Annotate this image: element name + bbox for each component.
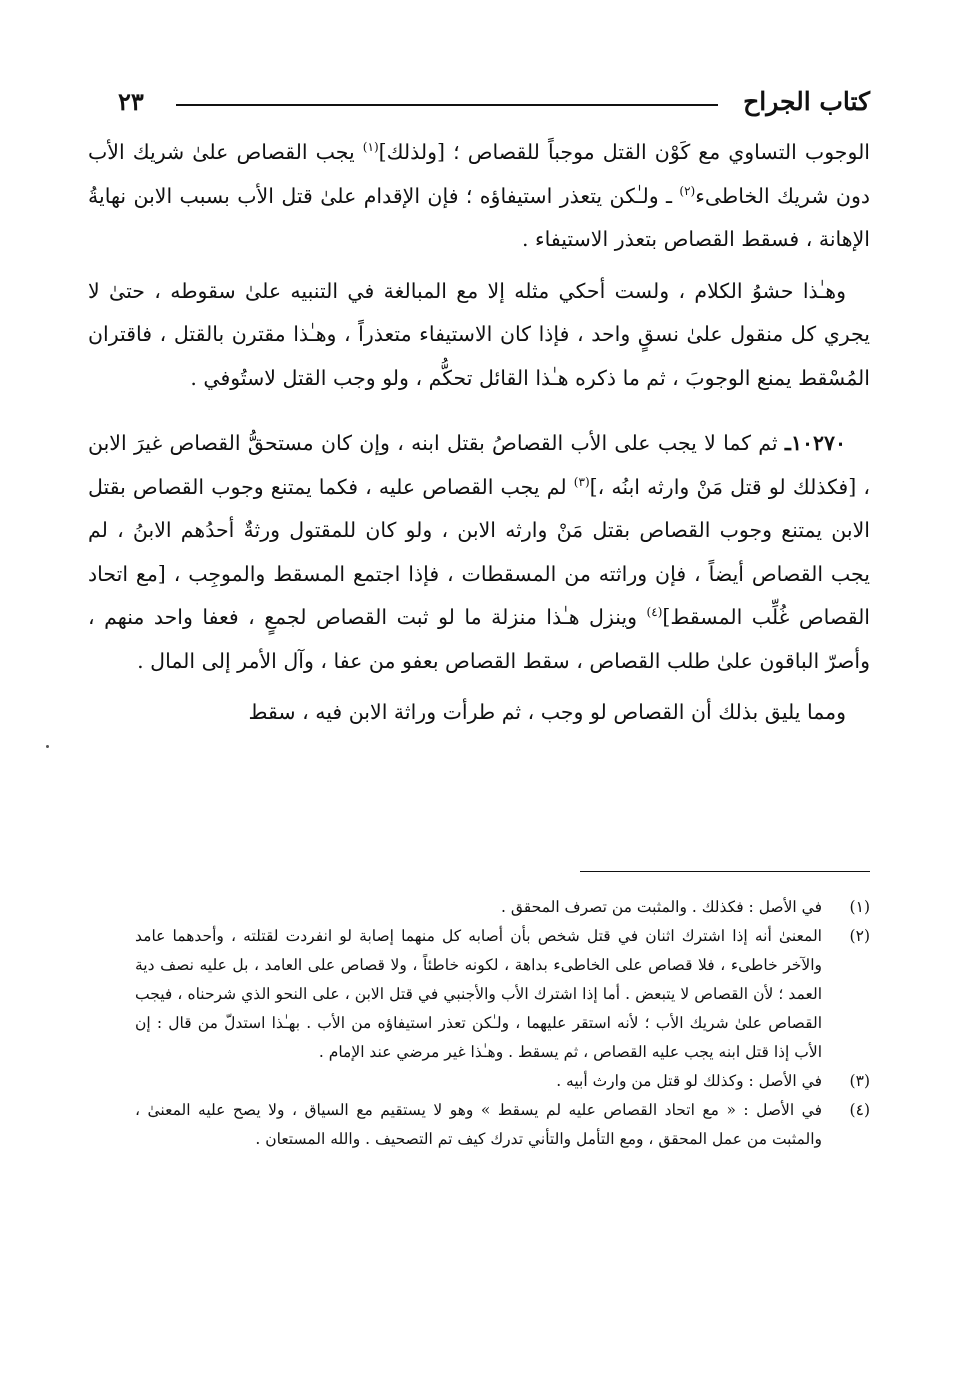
paragraph: ومما يليق بذلك أن القصاص لو وجب ، ثم طرأت وراثة الابن فيه ، سقط — [248, 700, 846, 724]
book-title: كتاب الجراح — [743, 87, 870, 116]
footnote-text: المعنىٰ أنه إذا اشترك اثنان في قتل شخص بأن أصابه كل منهما إصابة لو انفردت لقتلته ، وأحدهما عامد والآخر خاطىء ، فلا قصاص على الخاطىء بداهة ، لكونه خاطئاً ، ولا قصاص على العامد ، بل عليه نصف دية العمد ؛ لأن القصاص لا يتبعض . أما إذا اشترك الأب والأجنبي في قتل الابن ، على النحو الذي شرحناه ، فيجب القصاص علىٰ شريك الأب ؛ لأنه استقر عليهما ، ولـٰكن تعذر استيفاؤه من الأب . بهـٰذا استدلّ من قال : إن الأب إذا قتل ابنه يجب عليه القصاص ، ثم يسقط . وهـٰذا غير مرضي عند الإمام . — [135, 927, 822, 1061]
paragraph-continuation — [88, 131, 870, 262]
footnotes — [135, 893, 870, 1154]
footnote-text: في الأصل : فكذلك . والمثبت من تصرف المحقق . — [501, 898, 822, 916]
paragraph-text: الوجوب التساوي مع كَوْن القتل موجباً للقصاص ؛ [ولذلك] — [378, 140, 871, 164]
main-text — [88, 131, 870, 735]
footnote-separator — [580, 871, 870, 872]
paragraph-text: يجب القصاص علىٰ شريك الأب دون شريك الخاطىء — [88, 140, 870, 208]
header-rule — [176, 104, 718, 106]
paragraph-text: ثم كما لا يجب على الأب القصاصُ بقتل ابنه ، وإن كان مستحقُّ القصاص غيرَ الابن ، [فكذلك لو قتل مَنْ وارثه ابنُه ،] — [88, 431, 870, 499]
footnote-reference: (٤) — [646, 605, 663, 620]
footnote-number: (٢) — [849, 927, 870, 945]
paragraph-text: وينزل هـٰذا منزلة ما لو ثبت القصاص لجمعٍ ، فعفا واحد منهم ، وأصرّ الباقون علىٰ طلب القصاص ، سقط القصاص بعفو من عفا ، وآل الأمر إلى المال . — [88, 605, 870, 673]
footnote-reference: (٢) — [679, 183, 696, 198]
paragraph-text: ـ ولـٰكن يتعذر استيفاؤه ؛ فإن الإقدام علىٰ قتل الأب بسبب الابن نهايةُ الإهانة ، فسقط القصاص بتعذر الاستيفاء . — [88, 183, 870, 251]
footnote — [135, 1067, 870, 1096]
footnote-reference: (٣) — [573, 474, 590, 489]
page-number: ٢٣ — [118, 87, 144, 116]
footnote-number: (٣) — [849, 1072, 870, 1090]
footnote-text: في الأصل : وكذلك لو قتل من وارث أبيه . — [556, 1072, 822, 1090]
paragraph-number: ١٠٢٧٠ـ — [784, 431, 846, 455]
scan-speck — [46, 745, 49, 748]
footnote — [135, 1096, 870, 1154]
footnote — [135, 893, 870, 922]
footnote-text: في الأصل : « مع اتحاد القصاص عليه لم يسقط » وهو لا يستقيم مع السياق ، ولا يصح عليه المعنىٰ ، والمثبت من عمل المحقق ، ومع التأمل والتأني تدرك كيف تم التصحيف . والله المستعان . — [135, 1101, 822, 1148]
footnote-number: (١) — [849, 898, 870, 916]
numbered-paragraph — [88, 422, 870, 683]
paragraph-text: لم يجب القصاص عليه ، فكما يمتنع وجوب القصاص بقتل الابن يمتنع وجوب القصاص بقتل مَنْ وارثه الابن ، ولو كان للمقتول ورثةٌ أحدُهم الابنُ ، لم يجب القصاص أيضاً ، فإن وراثته من المسقطات ، فإذا اجتمع المسقط والموجِب ، [مع اتحاد القصاص غُلِّب المسقط] — [88, 474, 871, 629]
footnote-reference: (١) — [362, 140, 379, 155]
footnote — [135, 922, 870, 1067]
running-header — [118, 82, 870, 122]
paragraph: وهـٰذا حشوُ الكلام ، ولست أحكي مثله إلا مع المبالغة في التنبيه علىٰ سقوطه ، حتىٰ لا يجري كل منقول علىٰ نسقٍ واحد ، فإذا كان الاستيفاء متعذراً ، وهـٰذا مقترن بالقتل ، فاقتران المُسْقط يمنع الوجوبَ ، ثم ما ذكره هـٰذا القائل تحكُّم ، ولو وجب القتل لاستُوفي . — [88, 278, 870, 390]
footnote-number: (٤) — [849, 1101, 870, 1119]
